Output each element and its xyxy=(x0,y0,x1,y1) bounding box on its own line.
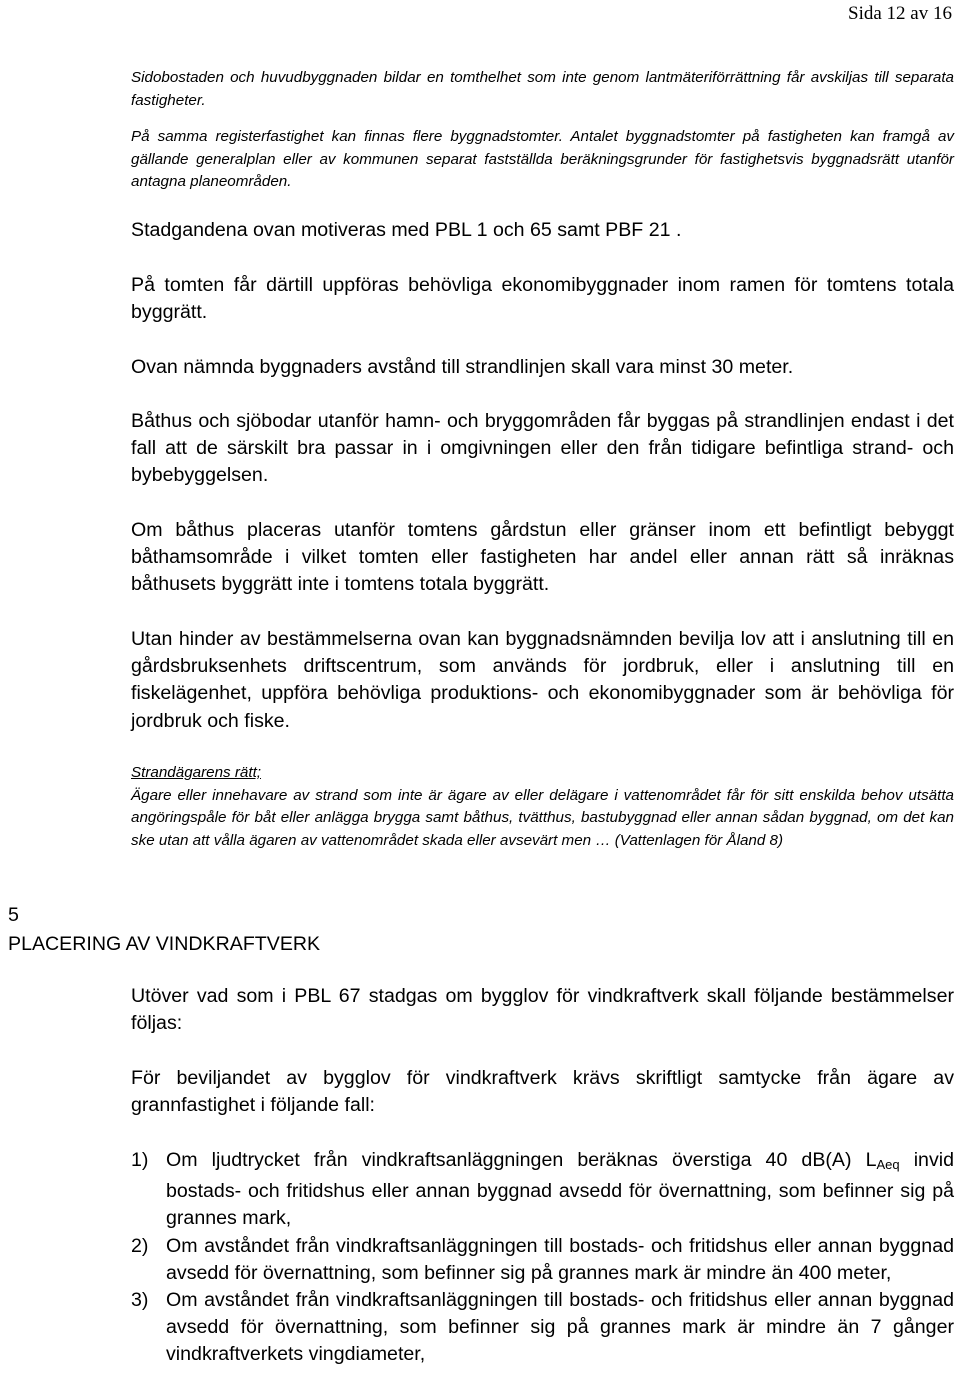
section-title: PLACERING AV VINDKRAFTVERK xyxy=(8,933,321,955)
condition-number: 2) xyxy=(131,1234,149,1257)
paragraph-bathus-placering: Om båthus placeras utanför tomtens gårdstun eller gränser inom ett befintligt bebyggt båthamsområde i vilket tomten eller fastigheten har andel eller annan rätt så inräknas båthusets byggrätt inte i tomtens totala byggrätt. xyxy=(131,519,954,596)
quote-heading: Strandägarens rätt; xyxy=(131,764,262,781)
condition-number: 3) xyxy=(131,1289,149,1312)
section-number: 5 xyxy=(8,904,19,926)
paragraph-undantag: Utan hinder av bestämmelserna ovan kan byggnadsnämnden bevilja lov att i anslutning till en gårdsbruksenhets driftscentrum, som används för jordbruk, eller i anslutning till en fiskelägenhet, uppföra behövliga produktions- och ekonomibyggnader som är behövliga för jordbruk och fiske. xyxy=(131,628,954,732)
condition-text: Om avståndet från vindkraftsanläggningen till bostads- och fritidshus eller annan byggnad avsedd för övernattning, som befinner sig på grannes mark är mindre än 7 gånger vindkraftverkets vingdiameter, xyxy=(166,1289,954,1366)
condition-item xyxy=(131,1147,954,1233)
paragraph-avstand: Ovan nämnda byggnaders avstånd till strandlinjen skall vara minst 30 meter. xyxy=(131,356,794,378)
quote-block xyxy=(131,762,954,852)
condition-subscript: Aeq xyxy=(876,1157,900,1172)
section-intro: Utöver vad som i PBL 67 stadgas om bygglov för vindkraftverk skall följande bestämmelser följas: xyxy=(131,985,954,1035)
condition-number: 1) xyxy=(131,1149,149,1171)
section-consent: För beviljandet av bygglov för vindkraftverk krävs skriftligt samtycke från ägare av grannfastighet i följande fall: xyxy=(131,1067,954,1117)
paragraph-sidobostad: Sidobostaden och huvudbyggnaden bildar en tomthelhet som inte genom lantmäteriförrättning får avskiljas till separata fastigheter. xyxy=(131,69,954,109)
quote-text: Ägare eller innehavare av strand som inte är ägare av eller delägare i vattenområdet får för sitt enskilda behov utsätta angöringspåle för båt eller anlägga brygga samt båthus, tvätthus, bastubyggnad eller annan sådan byggnad, om det kan ske utan att vålla ägaren av vattenområdet skada eller avsevärt men … (Vattenlagen för Åland 8) xyxy=(131,786,954,849)
page-number: Sida 12 av 16 xyxy=(848,3,952,24)
condition-text: Om avståndet från vindkraftsanläggningen till bostads- och fritidshus eller annan byggnad avsedd för övernattning, som befinner sig på grannes mark är mindre än 400 meter, xyxy=(166,1234,954,1284)
conditions-list xyxy=(131,1147,954,1369)
condition-item xyxy=(131,1233,954,1287)
paragraph-ekonomibyggnader: På tomten får därtill uppföras behövliga ekonomibyggnader inom ramen för tomtens totala byggrätt. xyxy=(131,274,954,324)
condition-text-after: invid bostads- och fritidshus eller annan byggnad avsedd för övernattning, som befinner sig på grannes mark, xyxy=(166,1149,954,1230)
section-heading xyxy=(8,901,508,959)
condition-item xyxy=(131,1287,954,1369)
conditions-list-wrapper xyxy=(131,1147,954,1369)
condition-text-before: Om ljudtrycket från vindkraftsanläggningen beräknas överstiga 40 dB(A) L xyxy=(166,1149,877,1171)
paragraph-byggnadstomter: På samma registerfastighet kan finnas flere byggnadstomter. Antalet byggnadstomter på fastigheten kan framgå av gällande generalplan eller av kommunen separat fastställda beräkningsgrunder för fastighetsvis byggnadsrätt utanför antagna planeområden. xyxy=(131,128,954,190)
paragraph-bathus: Båthus och sjöbodar utanför hamn- och bryggområden får byggas på strandlinjen endast i det fall att de särskilt bra passar in i omgivningen eller den från tidigare befintliga strand- och bybebyggelsen. xyxy=(131,410,954,487)
paragraph-motivering: Stadgandena ovan motiveras med PBL 1 och 65 samt PBF 21 . xyxy=(131,219,682,241)
